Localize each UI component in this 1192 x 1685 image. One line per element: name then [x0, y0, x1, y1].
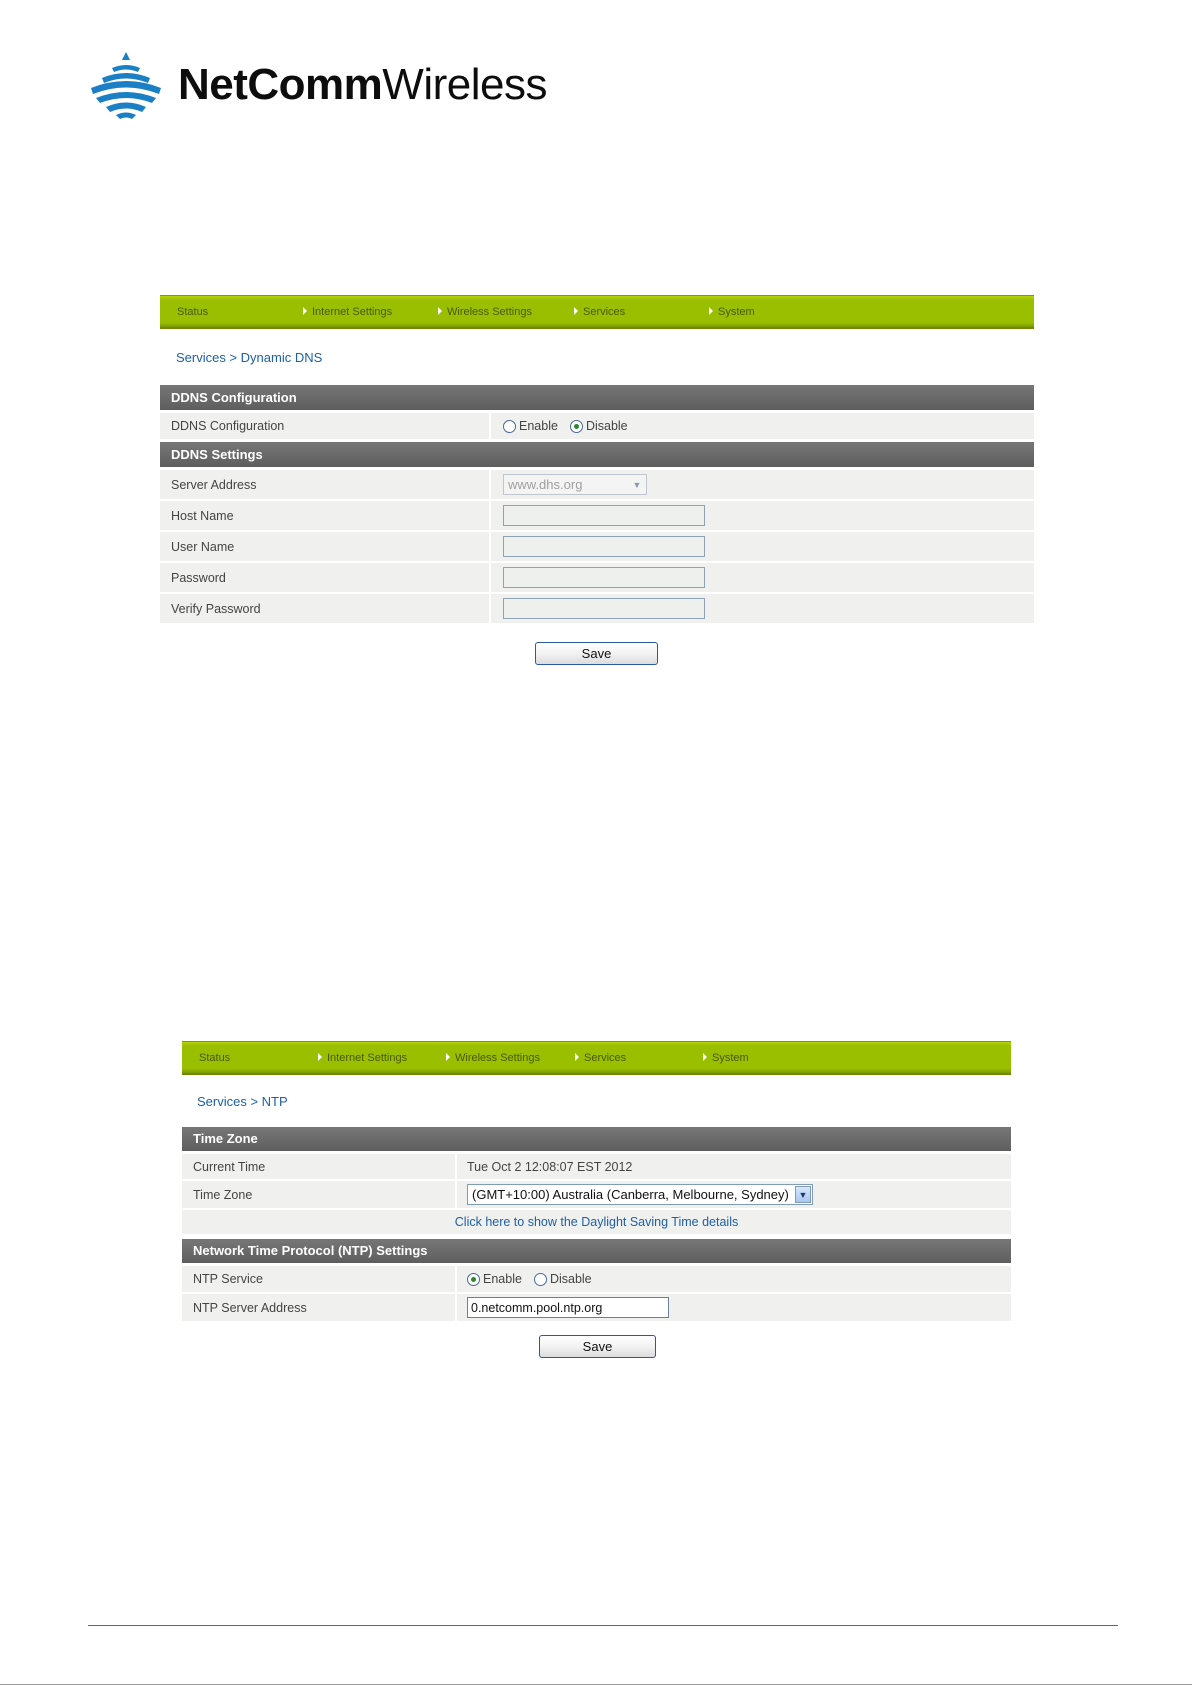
- nav-item-label: System: [718, 306, 755, 318]
- radio-label: Enable: [483, 1272, 522, 1286]
- footer-divider: [88, 1625, 1118, 1626]
- select-value: (GMT+10:00) Australia (Canberra, Melbourne, Sydney): [472, 1187, 789, 1202]
- ntp-disable-option[interactable]: [534, 1272, 592, 1286]
- section-header-time-zone: Time Zone: [182, 1127, 1011, 1151]
- host-name-input[interactable]: [503, 505, 705, 526]
- save-button[interactable]: Save: [535, 642, 658, 665]
- ntp-server-address-input[interactable]: [467, 1297, 669, 1318]
- breadcrumb[interactable]: Services > NTP: [197, 1094, 288, 1109]
- server-address-select[interactable]: [503, 474, 647, 495]
- arrow-right-icon: [303, 307, 307, 315]
- radio-enable[interactable]: [467, 1273, 480, 1286]
- nav-item-wireless-settings[interactable]: [446, 1042, 540, 1074]
- radio-label: Enable: [519, 419, 558, 433]
- row-ntp-server-address: [182, 1294, 1011, 1321]
- arrow-right-icon: [318, 1053, 322, 1061]
- nav-item-services[interactable]: [575, 1042, 626, 1074]
- user-name-input[interactable]: [503, 536, 705, 557]
- brand-name-bold: NetComm: [178, 60, 383, 109]
- row-password: [160, 563, 1034, 592]
- chevron-down-icon: ▼: [795, 1186, 811, 1203]
- nav-item-services[interactable]: [574, 296, 625, 328]
- row-user-name: [160, 532, 1034, 561]
- ddns-radio-group: [503, 413, 1034, 439]
- ddns-screenshot-panel: [160, 295, 1034, 670]
- verify-password-input[interactable]: [503, 598, 705, 619]
- select-value: www.dhs.org: [508, 477, 583, 492]
- dst-details-link[interactable]: Click here to show the Daylight Saving Time details: [454, 1215, 739, 1229]
- nav-item-label: Wireless Settings: [447, 306, 532, 318]
- row-label: Server Address: [160, 470, 491, 499]
- row-time-zone: [182, 1181, 1011, 1208]
- nav-item-label: System: [712, 1052, 749, 1064]
- arrow-right-icon: [574, 307, 578, 315]
- row-label: Time Zone: [182, 1181, 457, 1208]
- nav-item-label: Wireless Settings: [455, 1052, 540, 1064]
- nav-item-internet-settings[interactable]: [303, 296, 392, 328]
- nav-item-label: Status: [177, 306, 209, 318]
- save-button[interactable]: Save: [539, 1335, 656, 1358]
- brand-name-light: Wireless: [382, 60, 547, 109]
- radio-enable[interactable]: [503, 420, 516, 433]
- ddns-disable-option[interactable]: [570, 419, 628, 433]
- top-nav-bar: [160, 295, 1034, 329]
- row-ddns-configuration: [160, 413, 1034, 439]
- breadcrumb[interactable]: Services > Dynamic DNS: [176, 350, 323, 365]
- brand-name: [178, 60, 547, 109]
- section-header-ddns-configuration: DDNS Configuration: [160, 385, 1034, 410]
- ntp-radio-group: [467, 1266, 1011, 1292]
- nav-item-label: Services: [583, 306, 626, 318]
- row-label: NTP Server Address: [182, 1294, 457, 1321]
- nav-item-wireless-settings[interactable]: [438, 296, 532, 328]
- nav-item-label: Services: [584, 1052, 627, 1064]
- row-label: Current Time: [182, 1154, 457, 1179]
- section-header-ddns-settings: DDNS Settings: [160, 442, 1034, 467]
- row-label: Verify Password: [160, 594, 491, 623]
- row-current-time: [182, 1154, 1011, 1179]
- radio-disable[interactable]: [534, 1273, 547, 1286]
- netcomm-logo: [88, 50, 547, 120]
- chevron-down-icon: ▼: [632, 479, 642, 490]
- row-label: DDNS Configuration: [160, 413, 491, 439]
- radio-label: Disable: [585, 419, 628, 433]
- nav-item-system[interactable]: [709, 296, 755, 328]
- row-label: NTP Service: [182, 1266, 457, 1292]
- nav-item-status[interactable]: [177, 296, 208, 328]
- ddns-enable-option[interactable]: [503, 419, 558, 433]
- arrow-right-icon: [438, 307, 442, 315]
- row-dst-link: [182, 1210, 1011, 1234]
- nav-item-system[interactable]: [703, 1042, 749, 1074]
- ntp-screenshot-panel: [182, 1041, 1011, 1357]
- arrow-right-icon: [446, 1053, 450, 1061]
- wifi-signal-icon: [88, 50, 164, 120]
- nav-item-internet-settings[interactable]: [318, 1042, 407, 1074]
- nav-item-label: Internet Settings: [327, 1052, 408, 1064]
- arrow-right-icon: [575, 1053, 579, 1061]
- row-ntp-service: [182, 1266, 1011, 1292]
- row-verify-password: [160, 594, 1034, 623]
- row-label: User Name: [160, 532, 491, 561]
- nav-item-label: Internet Settings: [312, 306, 393, 318]
- arrow-right-icon: [703, 1053, 707, 1061]
- current-time-value: Tue Oct 2 12:08:07 EST 2012: [467, 1159, 633, 1174]
- nav-item-label: Status: [199, 1052, 231, 1064]
- top-nav-bar: [182, 1041, 1011, 1075]
- row-label: Host Name: [160, 501, 491, 530]
- row-label: Password: [160, 563, 491, 592]
- password-input[interactable]: [503, 567, 705, 588]
- row-host-name: [160, 501, 1034, 530]
- time-zone-select[interactable]: [467, 1184, 813, 1205]
- row-server-address: [160, 470, 1034, 499]
- ntp-enable-option[interactable]: [467, 1272, 522, 1286]
- radio-label: Disable: [549, 1272, 592, 1286]
- section-header-ntp-settings: Network Time Protocol (NTP) Settings: [182, 1239, 1011, 1263]
- nav-item-status[interactable]: [199, 1042, 230, 1074]
- arrow-right-icon: [709, 307, 713, 315]
- radio-disable[interactable]: [570, 420, 583, 433]
